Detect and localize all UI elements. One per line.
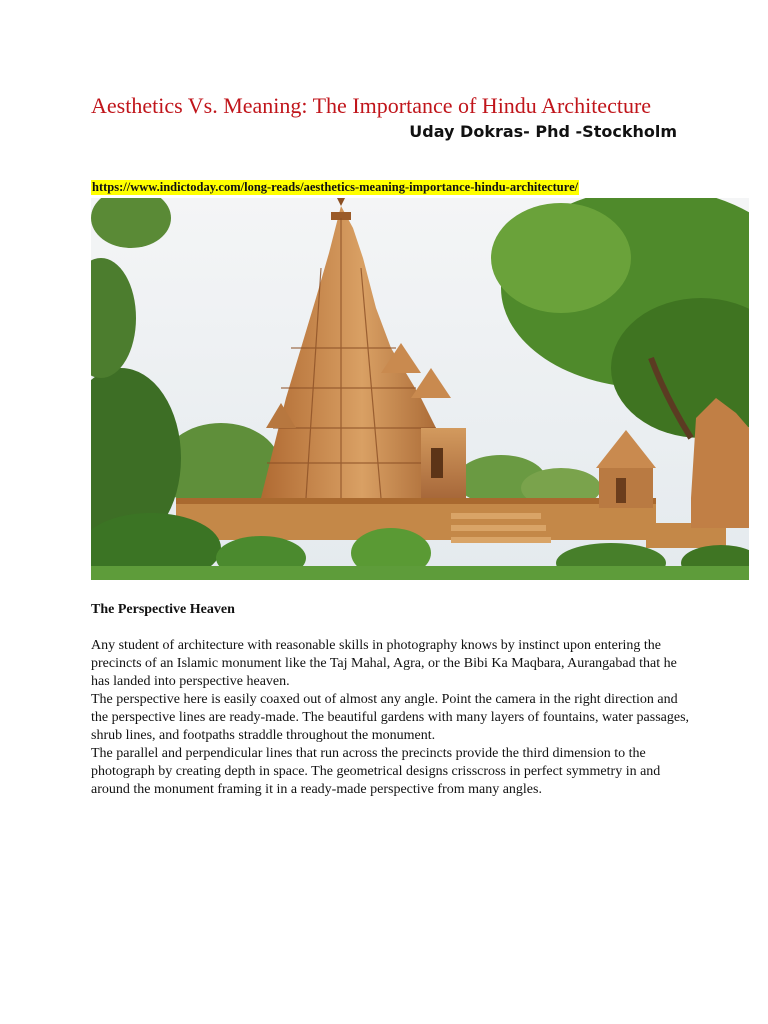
temple-photo	[91, 198, 749, 580]
paragraph: The parallel and perpendicular lines that run across the precincts provide the third dimension to the photograph by creating depth in space. The geometrical designs crisscross in perfect symmetry in and around the monument framing it in a ready-made perspective from many angles.	[91, 746, 661, 797]
section-heading: The Perspective Heaven	[91, 602, 235, 617]
author-line: Uday Dokras- Phd -Stockholm	[409, 122, 677, 141]
paragraph: Any student of architecture with reasonable skills in photography knows by instinct upon entering the precincts of an Islamic monument like the Taj Mahal, Agra, or the Bibi Ka Maqbara, Aurangabad that he has landed into perspective heaven.	[91, 638, 677, 689]
paragraph: The perspective here is easily coaxed out of almost any angle. Point the camera in the right direction and the perspective lines are ready-made. The beautiful gardens with many layers of fountains, water passages, shrub lines, and footpaths straddle throughout the monument.	[91, 692, 690, 743]
document-title: Aesthetics Vs. Meaning: The Importance of Hindu Architecture	[91, 93, 652, 118]
temple-illustration	[91, 198, 749, 580]
source-url-link[interactable]: https://www.indictoday.com/long-reads/aesthetics-meaning-importance-hindu-architecture/	[92, 180, 579, 194]
article-body	[91, 637, 691, 799]
